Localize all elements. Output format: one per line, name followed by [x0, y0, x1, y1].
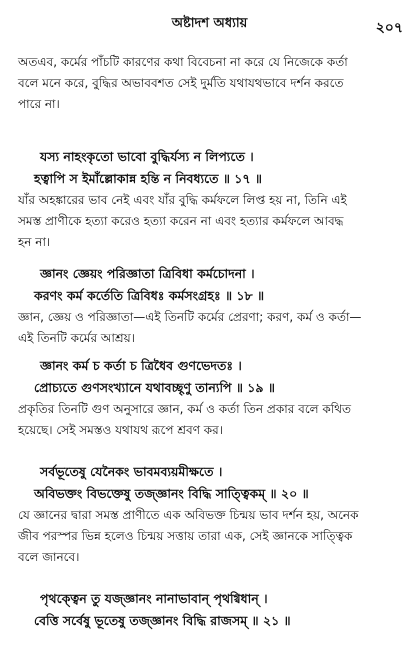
- verse-17: [18, 146, 406, 253]
- verse-line: প্রোচ্যতে গুণসংখ্যানে যথাবচ্ছৃণু তান্যপি ॥ ১৯ ॥: [34, 380, 275, 395]
- verse-line: হত্বাপি স ইমাঁল্লোকান্ন হন্তি ন নিবধ্যতে ॥ ১৭ ॥: [34, 171, 262, 186]
- intro-paragraph: [18, 52, 406, 115]
- verse-line: বেত্তি সর্বেষু ভূতেষু তজ্জ্ঞানং বিদ্ধি রাজসম্ ॥ ২১ ॥: [34, 613, 291, 628]
- page-header: [0, 14, 419, 36]
- translation-line: এই তিনটি কর্মের আশ্রয়।: [18, 331, 135, 345]
- translation-line: যে জ্ঞানের দ্বারা সমস্ত প্রাণীতে এক অবিভক্ত চিন্ময় ভাব দর্শন হয়, অনেক: [18, 508, 359, 522]
- intro-line: পারে না।: [18, 97, 60, 111]
- verse-18: [18, 263, 406, 349]
- verse-line: যস্য নাহংকৃতো ভাবো বুদ্ধির্যস্য ন লিপ্যতে ।: [40, 149, 254, 164]
- verse-line: জ্ঞানং কর্ম চ কর্তা চ ত্রিধৈব গুণভেদতঃ ।: [40, 358, 242, 373]
- verse-19: [18, 355, 406, 441]
- translation-line: জ্ঞান, জ্ঞেয় ও পরিজ্ঞাতা—এই তিনটি কর্মের প্রেরণা; করণ, কর্ম ও কর্তা—: [18, 310, 362, 324]
- chapter-title: অষ্টাদশ অধ্যায়: [171, 16, 248, 31]
- page-number: ২০৭: [375, 20, 403, 36]
- verse-line: অবিভক্তং বিভক্তেষু তজ্জ্ঞানং বিদ্ধি সাত্ত্বিকম্ ॥ ২০ ॥: [34, 486, 309, 501]
- translation-line: যাঁর অহঙ্কারের ভাব নেই এবং যাঁর বুদ্ধি কর্মফলে লিপ্ত হয় না, তিনি এই: [18, 193, 347, 207]
- verse-line: জ্ঞানং জ্ঞেয়ং পরিজ্ঞাতা ত্রিবিধা কর্মচোদনা ।: [40, 266, 255, 281]
- verse-line: সর্বভূতেষু যেনৈকং ভাবমব্যয়মীক্ষতে ।: [40, 464, 223, 479]
- translation-line: হয়েছে। সেই সমস্তও যথাযথ রূপে শ্রবণ কর।: [18, 423, 224, 437]
- intro-line: বলে মনে করে, বুদ্ধির অভাববশত সেই দুর্মতি যথাযথভাবে দর্শন করতে: [18, 76, 344, 90]
- translation-line: বলে জানবে।: [18, 550, 80, 564]
- verse-line: করণং কর্ম কর্তেতি ত্রিবিধঃ কর্মসংগ্রহঃ ॥ ১৮ ॥: [34, 288, 265, 303]
- translation-line: জীব পরস্পর ভিন্ন হলেও চিন্ময় সত্তায় তারা এক, সেই জ্ঞানকে সাত্ত্বিক: [18, 529, 353, 543]
- translation-line: প্রকৃতির তিনটি গুণ অনুসারে জ্ঞান, কর্ম ও কর্তা তিন প্রকার বলে কথিত: [18, 402, 351, 416]
- verse-20: [18, 461, 406, 568]
- verse-line: পৃথক্ত্বেন তু যজ্জ্ঞানং নানাভাবান্ পৃথগ্বিধান্ ।: [40, 591, 268, 606]
- verse-21: [18, 588, 406, 632]
- translation-line: হন না।: [18, 235, 51, 249]
- intro-line: অতএব, কর্মের পাঁচটি কারণের কথা বিবেচনা না করে যে নিজেকে কর্তা: [18, 55, 348, 69]
- translation-line: সমস্ত প্রাণীকে হত্যা করেও হত্যা করেন না এবং হত্যার কর্মফলে আবদ্ধ: [18, 214, 344, 228]
